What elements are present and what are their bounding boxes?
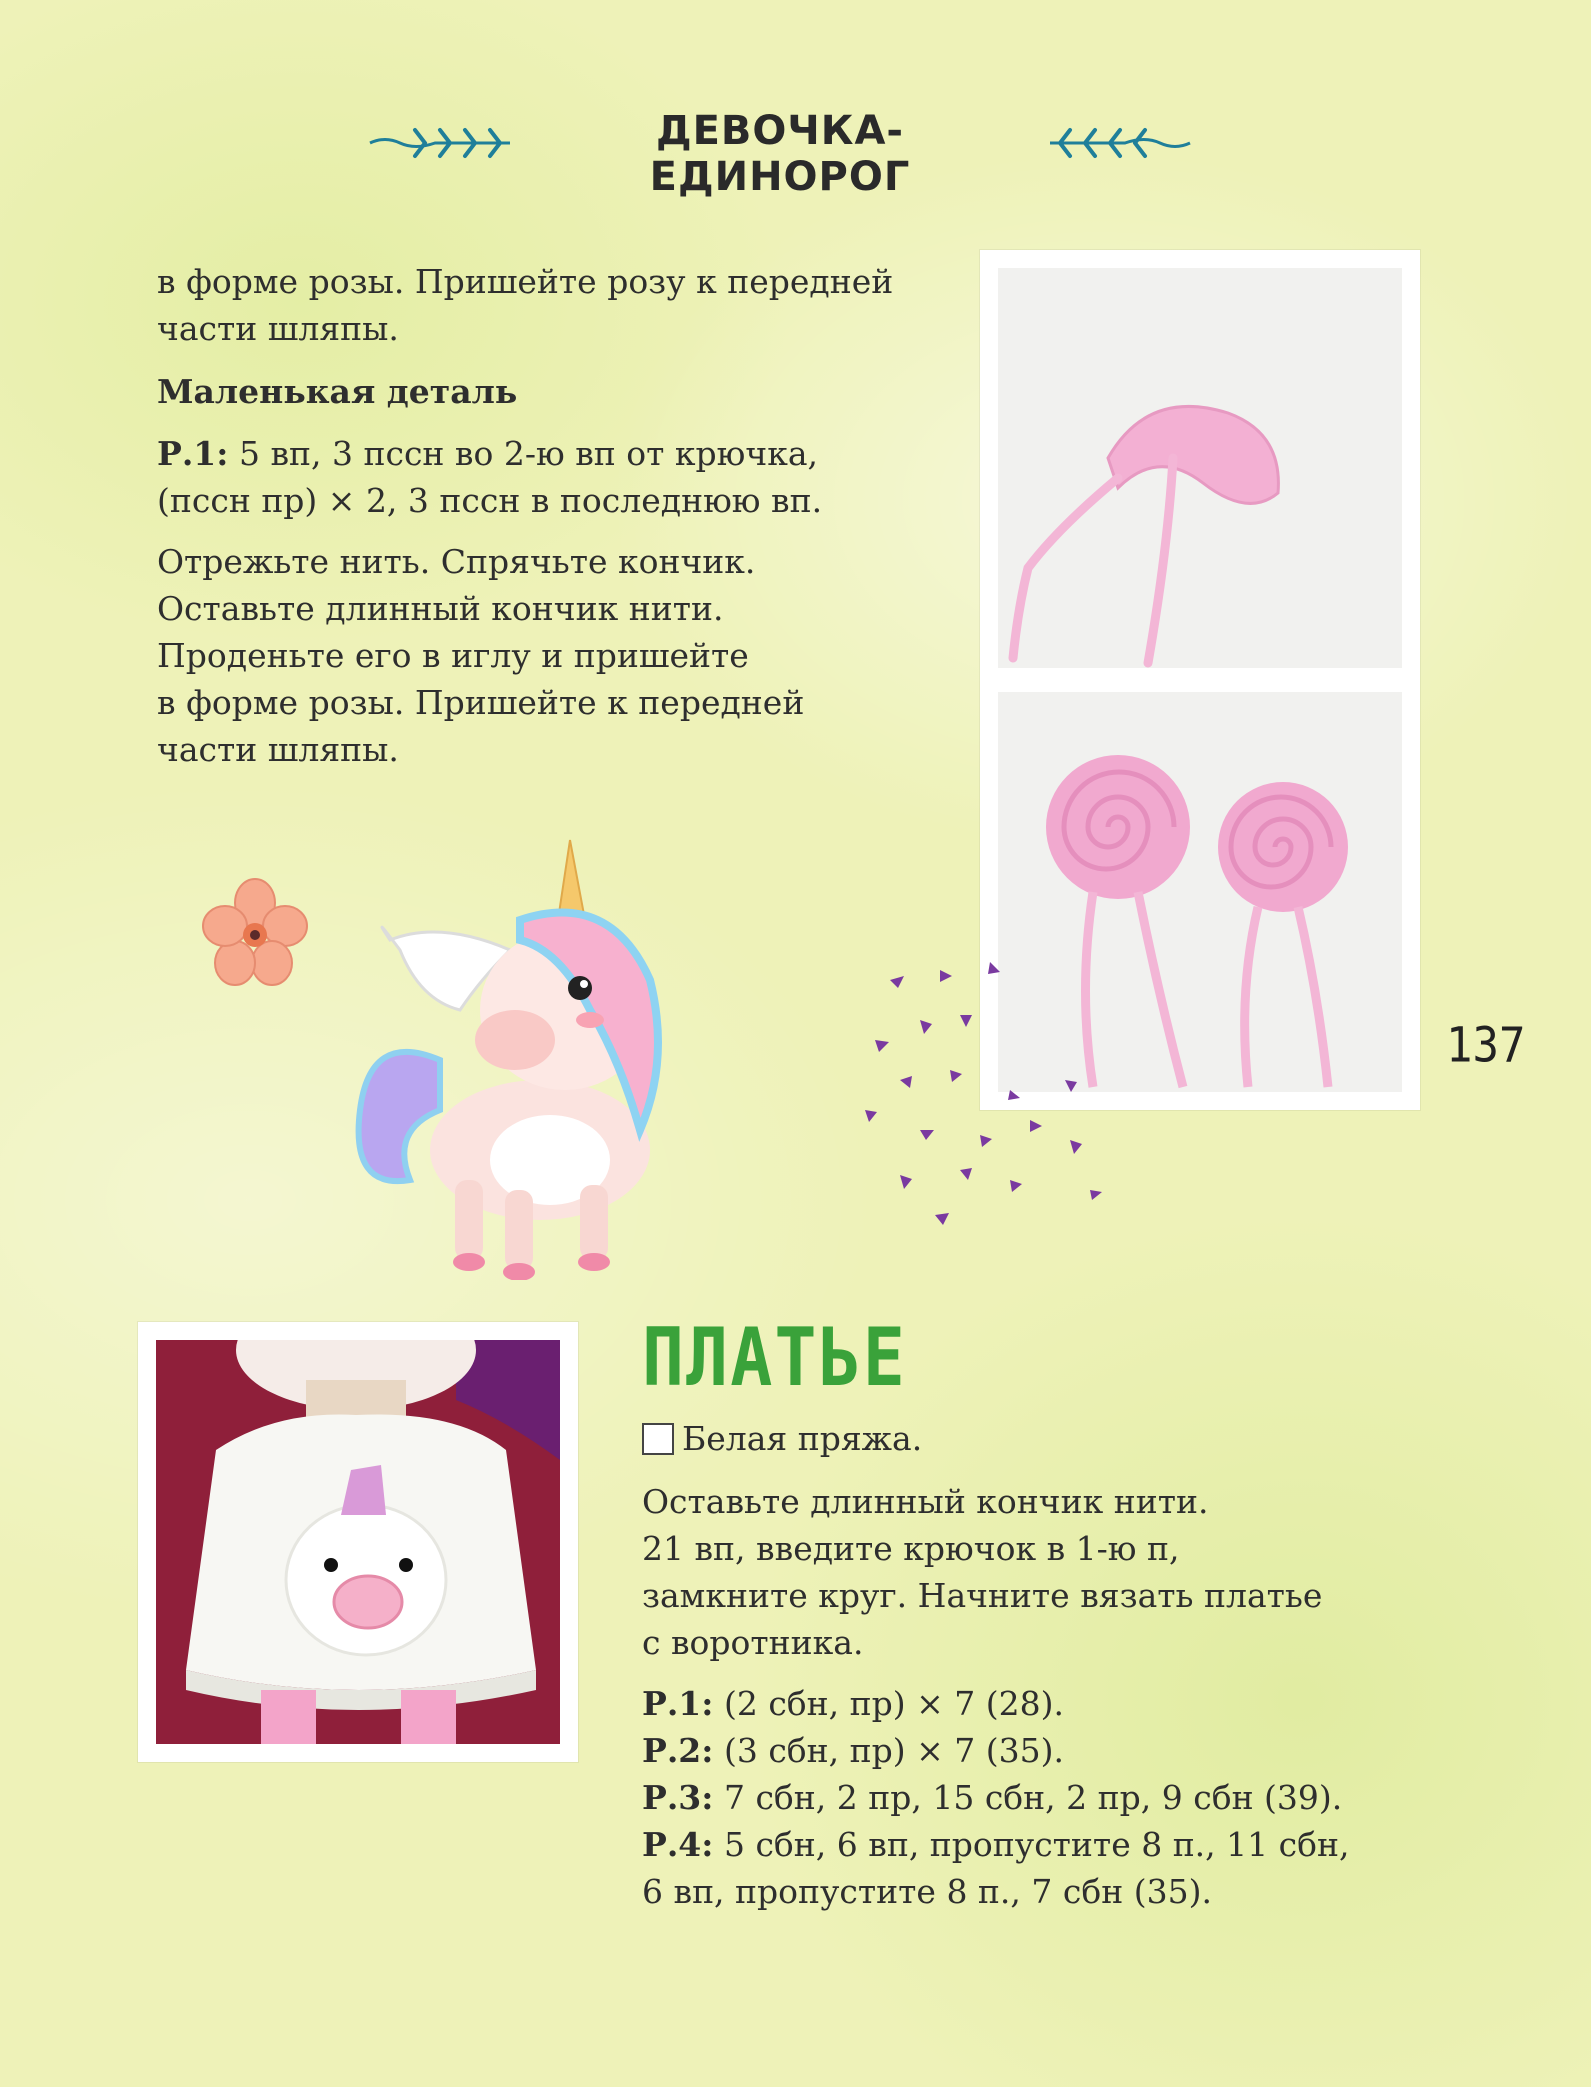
instruction-line: Проденьте его в иглу и пришейте: [157, 636, 749, 675]
row-label: Р.2:: [642, 1731, 714, 1770]
yarn-label: Белая пряжа.: [682, 1419, 923, 1458]
section-title-dress: ПЛАТЬЕ: [642, 1310, 907, 1405]
photo-frame-dress: [138, 1322, 578, 1762]
intro-paragraph: [157, 258, 917, 352]
right-sprig-icon: [1045, 118, 1195, 168]
row-text: 5 сбн, 6 вп, пропустите 8 п., 11 сбн,: [723, 1825, 1350, 1864]
small-part-row-1: [157, 430, 917, 524]
row-text: 7 сбн, 2 пр, 15 сбн, 2 пр, 9 сбн (39).: [723, 1778, 1343, 1817]
dress-intro-line: 21 вп, введите крючок в 1-ю п,: [642, 1529, 1180, 1568]
page-number: 137: [1446, 1017, 1526, 1074]
flower-icon: [200, 878, 310, 988]
instruction-line: Отрежьте нить. Спрячьте кончик.: [157, 542, 756, 581]
dress-intro-line: замкните круг. Начните вязать платье: [642, 1576, 1323, 1615]
intro-line: в форме розы. Пришейте розу к передней: [157, 262, 894, 301]
row-label: Р.3:: [642, 1778, 714, 1817]
row-label: Р.1:: [642, 1684, 714, 1723]
photo-crochet-petal: [998, 268, 1402, 668]
dress-intro-line: с воротника.: [642, 1623, 864, 1662]
small-part-heading: Маленькая деталь: [157, 372, 518, 411]
instruction-line: в форме розы. Пришейте к передней: [157, 683, 805, 722]
row-text: (2 сбн, пр) × 7 (28).: [723, 1684, 1064, 1723]
yarn-line: [642, 1415, 922, 1462]
dress-intro: [642, 1478, 1342, 1666]
dress-row: [642, 1774, 1362, 1821]
dress-row: [642, 1821, 1362, 1868]
row-label: Р.1:: [157, 434, 229, 473]
dress-row-continued: 6 вп, пропустите 8 п., 7 сбн (35).: [642, 1872, 1212, 1911]
row-text: (3 сбн, пр) × 7 (35).: [723, 1731, 1064, 1770]
small-part-instructions: [157, 538, 917, 773]
dress-row: [642, 1680, 1362, 1727]
unicorn-illustration-icon: [340, 830, 720, 1280]
left-sprig-icon: [365, 118, 515, 168]
dress-row: [642, 1727, 1362, 1774]
row-label: Р.4:: [642, 1825, 714, 1864]
page-header-title: ДЕВОЧКА-ЕДИНОРОГ: [649, 108, 911, 200]
row-text: 5 вп, 3 пссн во 2-ю вп от крючка,: [238, 434, 818, 473]
dress-intro-line: Оставьте длинный кончик нити.: [642, 1482, 1209, 1521]
dress-rows: [642, 1680, 1362, 1915]
intro-line: части шляпы.: [157, 309, 399, 348]
instruction-line: части шляпы.: [157, 730, 399, 769]
confetti-decoration-icon: [860, 960, 1120, 1230]
row-text: (пссн пр) × 2, 3 пссн в последнюю вп.: [157, 481, 823, 520]
yarn-color-swatch: [642, 1423, 674, 1455]
photo-crochet-dress: [156, 1340, 560, 1744]
instruction-line: Оставьте длинный кончик нити.: [157, 589, 724, 628]
